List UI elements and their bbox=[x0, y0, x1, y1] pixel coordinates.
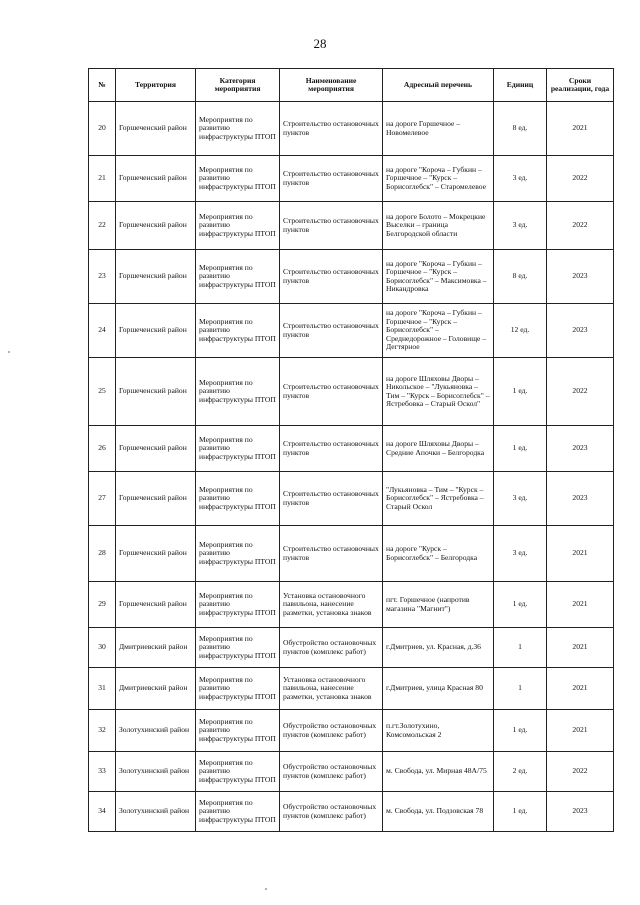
cell-category: Мероприятия по развитию инфраструктуры ПТОП bbox=[196, 668, 280, 710]
cell-name: Обустройство остановочных пунктов (комплекс работ) bbox=[280, 752, 383, 792]
table-row bbox=[89, 156, 614, 202]
cell-territory: Горшеченский район bbox=[116, 472, 196, 526]
cell-name: Строительство остановочных пунктов bbox=[280, 102, 383, 156]
table-row bbox=[89, 628, 614, 668]
cell-category: Мероприятия по развитию инфраструктуры ПТОП bbox=[196, 752, 280, 792]
cell-address: на дороге Шляховы Дворы – Никольское – "Лукьяновка – Тим – "Курск – Борисоглебск" – Ястребовка – Старый Оскол" bbox=[383, 358, 494, 426]
cell-territory: Горшеченский район bbox=[116, 102, 196, 156]
cell-year: 2023 bbox=[547, 472, 614, 526]
header-name: Наименование мероприятия bbox=[280, 69, 383, 102]
table-row bbox=[89, 250, 614, 304]
header-territory: Территория bbox=[116, 69, 196, 102]
cell-address: на дороге Болото – Мокрецкие Выселки – граница Белгородской области bbox=[383, 202, 494, 250]
table-row bbox=[89, 102, 614, 156]
cell-year: 2023 bbox=[547, 792, 614, 832]
cell-address: на дороге "Короча – Губкин – Горшечное – "Курск – Борисоглебск" – Среднедорожное – Головище – Дегтярное bbox=[383, 304, 494, 358]
cell-num: 28 bbox=[89, 526, 116, 582]
cell-category: Мероприятия по развитию инфраструктуры ПТОП bbox=[196, 582, 280, 628]
header-terms: Сроки реализации, года bbox=[547, 69, 614, 102]
scan-speck bbox=[265, 888, 267, 890]
cell-territory: Горшеченский район bbox=[116, 358, 196, 426]
cell-units: 3 ед. bbox=[494, 526, 547, 582]
table-row bbox=[89, 668, 614, 710]
table-row bbox=[89, 526, 614, 582]
table-row bbox=[89, 304, 614, 358]
cell-year: 2021 bbox=[547, 526, 614, 582]
cell-num: 33 bbox=[89, 752, 116, 792]
cell-name: Строительство остановочных пунктов bbox=[280, 156, 383, 202]
cell-category: Мероприятия по развитию инфраструктуры ПТОП bbox=[196, 710, 280, 752]
cell-num: 20 bbox=[89, 102, 116, 156]
cell-num: 24 bbox=[89, 304, 116, 358]
table-row bbox=[89, 792, 614, 832]
table-row bbox=[89, 472, 614, 526]
cell-units: 1 ед. bbox=[494, 582, 547, 628]
cell-territory: Горшеченский район bbox=[116, 156, 196, 202]
cell-territory: Золотухинский район bbox=[116, 710, 196, 752]
cell-year: 2023 bbox=[547, 304, 614, 358]
cell-units: 8 ед. bbox=[494, 250, 547, 304]
header-units: Единиц bbox=[494, 69, 547, 102]
cell-territory: Горшеченский район bbox=[116, 250, 196, 304]
cell-address: на дороге "Курск – Борисоглебск" – Белгородка bbox=[383, 526, 494, 582]
cell-year: 2021 bbox=[547, 628, 614, 668]
cell-territory: Горшеченский район bbox=[116, 202, 196, 250]
table-header-row bbox=[89, 69, 614, 102]
cell-num: 22 bbox=[89, 202, 116, 250]
cell-name: Строительство остановочных пунктов bbox=[280, 426, 383, 472]
cell-year: 2021 bbox=[547, 668, 614, 710]
cell-year: 2021 bbox=[547, 102, 614, 156]
cell-units: 3 ед. bbox=[494, 472, 547, 526]
cell-units: 3 ед. bbox=[494, 156, 547, 202]
cell-name: Обустройство остановочных пунктов (комплекс работ) bbox=[280, 710, 383, 752]
cell-category: Мероприятия по развитию инфраструктуры ПТОП bbox=[196, 358, 280, 426]
cell-units: 1 ед. bbox=[494, 792, 547, 832]
cell-units: 1 ед. bbox=[494, 426, 547, 472]
cell-num: 21 bbox=[89, 156, 116, 202]
cell-name: Установка остановочного павильона, нанесение разметки, установка знаков bbox=[280, 668, 383, 710]
cell-address: пгт. Горшечное (напротив магазина "Магнит") bbox=[383, 582, 494, 628]
cell-name: Обустройство остановочных пунктов (комплекс работ) bbox=[280, 792, 383, 832]
table-row bbox=[89, 202, 614, 250]
cell-units: 3 ед. bbox=[494, 202, 547, 250]
cell-address: на дороге "Короча – Губкин – Горшечное – "Курск – Борисоглебск" – Старомелевое bbox=[383, 156, 494, 202]
cell-units: 2 ед. bbox=[494, 752, 547, 792]
cell-address: на дороге Шляховы Дворы – Средние Апочки – Белгородка bbox=[383, 426, 494, 472]
cell-name: Обустройство остановочных пунктов (комплекс работ) bbox=[280, 628, 383, 668]
cell-year: 2022 bbox=[547, 156, 614, 202]
cell-category: Мероприятия по развитию инфраструктуры ПТОП bbox=[196, 792, 280, 832]
cell-address: на дороге Горшечное – Новомелевое bbox=[383, 102, 494, 156]
cell-category: Мероприятия по развитию инфраструктуры ПТОП bbox=[196, 102, 280, 156]
cell-num: 25 bbox=[89, 358, 116, 426]
cell-units: 1 bbox=[494, 668, 547, 710]
cell-name: Строительство остановочных пунктов bbox=[280, 304, 383, 358]
cell-name: Строительство остановочных пунктов bbox=[280, 202, 383, 250]
page-number: 28 bbox=[313, 36, 327, 51]
cell-category: Мероприятия по развитию инфраструктуры ПТОП bbox=[196, 202, 280, 250]
cell-category: Мероприятия по развитию инфраструктуры ПТОП bbox=[196, 156, 280, 202]
cell-territory: Горшеченский район bbox=[116, 426, 196, 472]
cell-category: Мероприятия по развитию инфраструктуры ПТОП bbox=[196, 304, 280, 358]
table-row bbox=[89, 752, 614, 792]
cell-territory: Горшеченский район bbox=[116, 582, 196, 628]
cell-name: Строительство остановочных пунктов bbox=[280, 472, 383, 526]
cell-units: 8 ед. bbox=[494, 102, 547, 156]
cell-name: Строительство остановочных пунктов bbox=[280, 526, 383, 582]
cell-num: 29 bbox=[89, 582, 116, 628]
cell-year: 2022 bbox=[547, 358, 614, 426]
cell-year: 2022 bbox=[547, 202, 614, 250]
cell-num: 27 bbox=[89, 472, 116, 526]
cell-name: Установка остановочного павильона, нанесение разметки, установка знаков bbox=[280, 582, 383, 628]
cell-territory: Дмитриевский район bbox=[116, 668, 196, 710]
cell-address: г.Дмитриев, ул. Красная, д.36 bbox=[383, 628, 494, 668]
cell-category: Мероприятия по развитию инфраструктуры ПТОП bbox=[196, 628, 280, 668]
cell-territory: Горшеченский район bbox=[116, 304, 196, 358]
cell-num: 31 bbox=[89, 668, 116, 710]
cell-name: Строительство остановочных пунктов bbox=[280, 250, 383, 304]
table-row bbox=[89, 582, 614, 628]
cell-address: на дороге "Короча – Губкин – Горшечное – "Курск – Борисоглебск" – Максимовка – Никандровка bbox=[383, 250, 494, 304]
cell-territory: Дмитриевский район bbox=[116, 628, 196, 668]
header-num: № bbox=[89, 69, 116, 102]
cell-territory: Горшеченский район bbox=[116, 526, 196, 582]
cell-category: Мероприятия по развитию инфраструктуры ПТОП bbox=[196, 426, 280, 472]
cell-name: Строительство остановочных пунктов bbox=[280, 358, 383, 426]
cell-address: "Лукьяновка – Тим – "Курск – Борисоглебск" – Ястребовка – Старый Оскол bbox=[383, 472, 494, 526]
cell-year: 2021 bbox=[547, 710, 614, 752]
cell-num: 30 bbox=[89, 628, 116, 668]
table-row bbox=[89, 358, 614, 426]
cell-category: Мероприятия по развитию инфраструктуры ПТОП bbox=[196, 250, 280, 304]
header-address: Адресный перечень bbox=[383, 69, 494, 102]
cell-num: 32 bbox=[89, 710, 116, 752]
cell-num: 23 bbox=[89, 250, 116, 304]
cell-address: г.Дмитриев, улица Красная 80 bbox=[383, 668, 494, 710]
cell-units: 1 ед. bbox=[494, 710, 547, 752]
cell-units: 12 ед. bbox=[494, 304, 547, 358]
cell-territory: Золотухинский район bbox=[116, 752, 196, 792]
cell-category: Мероприятия по развитию инфраструктуры ПТОП bbox=[196, 526, 280, 582]
cell-units: 1 bbox=[494, 628, 547, 668]
table-row bbox=[89, 710, 614, 752]
cell-num: 34 bbox=[89, 792, 116, 832]
cell-address: п.гт.Золотухино, Комсомольская 2 bbox=[383, 710, 494, 752]
cell-territory: Золотухинский район bbox=[116, 792, 196, 832]
table-row bbox=[89, 426, 614, 472]
cell-num: 26 bbox=[89, 426, 116, 472]
scan-speck bbox=[8, 351, 10, 353]
cell-year: 2023 bbox=[547, 250, 614, 304]
cell-address: м. Свобода, ул. Подзовская 78 bbox=[383, 792, 494, 832]
cell-year: 2022 bbox=[547, 752, 614, 792]
cell-address: м. Свобода, ул. Мирная 48А/75 bbox=[383, 752, 494, 792]
cell-year: 2021 bbox=[547, 582, 614, 628]
cell-category: Мероприятия по развитию инфраструктуры ПТОП bbox=[196, 472, 280, 526]
cell-year: 2023 bbox=[547, 426, 614, 472]
cell-units: 1 ед. bbox=[494, 358, 547, 426]
header-category: Категория мероприятия bbox=[196, 69, 280, 102]
activities-table bbox=[88, 68, 614, 832]
